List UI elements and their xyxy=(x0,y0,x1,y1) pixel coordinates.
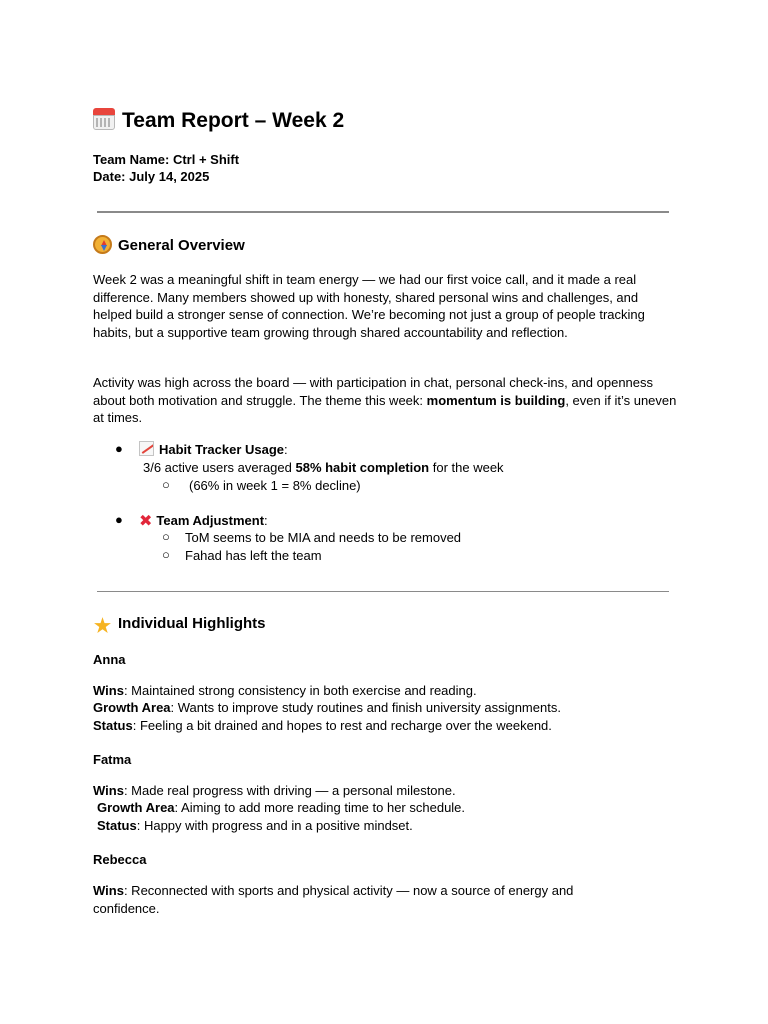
habit-tracker-comparison: (66% in week 1 = 8% decline) xyxy=(189,478,361,493)
overview-heading-text: General Overview xyxy=(118,237,245,254)
overview-paragraph-2: Activity was high across the board — with participation in chat, personal check-ins, and openness about both motivation and struggle. The theme this week: momentum is building, even if it’s uneven at times. xyxy=(93,375,677,425)
overview-paragraph-1: Week 2 was a meaningful shift in team energy — we had our first voice call, and it made a real difference. Many members showed up with honesty, shared personal wins and challenges, and helped build a stronger sense of connection. We’re becoming not just a group of people tracking habits, but a supportive team growing through shared accountability and reflection. xyxy=(93,272,645,340)
page-title xyxy=(93,107,344,135)
star-icon: ★ xyxy=(93,616,112,637)
member-wins: Wins: Maintained strong consistency in both exercise and reading. xyxy=(93,683,477,698)
member-name: Anna xyxy=(93,652,126,667)
member-name: Rebecca xyxy=(93,852,147,867)
sub-bullet-dot: ○ xyxy=(162,547,170,562)
member-growth-area: Growth Area: Wants to improve study routines and finish university assignments. xyxy=(93,700,561,715)
member-wins: Wins: Reconnected with sports and physical activity — now a source of energy and confidence. xyxy=(93,883,574,916)
theme-highlight: momentum is building xyxy=(426,392,566,408)
calendar-icon xyxy=(93,108,115,130)
team-name: Team Name: Ctrl + Shift xyxy=(93,152,240,167)
highlights-heading xyxy=(93,614,266,636)
report-meta xyxy=(93,151,239,185)
section-divider xyxy=(97,211,669,213)
compass-icon xyxy=(93,235,112,254)
habit-tracker-detail: 3/6 active users averaged 58% habit completion for the week xyxy=(143,460,504,475)
sub-bullet-dot: ○ xyxy=(162,529,170,544)
member-growth-area: Growth Area: Aiming to add more reading time to her schedule. xyxy=(97,800,466,815)
bullet-dot: ● xyxy=(115,512,123,527)
report-date: Date: July 14, 2025 xyxy=(93,169,210,184)
highlights-heading-text: Individual Highlights xyxy=(118,615,266,632)
overview-heading xyxy=(93,235,245,256)
bullet-dot: ● xyxy=(115,441,123,456)
cross-mark-icon: ✖ xyxy=(139,511,153,530)
sub-bullet-dot: ○ xyxy=(162,477,170,492)
team-adjustment-item: ToM seems to be MIA and needs to be removed xyxy=(185,530,462,545)
team-adjustment-bullet: ✖ Team Adjustment: xyxy=(139,511,268,530)
chart-increasing-icon xyxy=(139,441,154,456)
team-adjustment-item: Fahad has left the team xyxy=(185,548,322,563)
member-name: Fatma xyxy=(93,752,132,767)
member-status: Status: Happy with progress and in a positive mindset. xyxy=(97,818,413,833)
member-wins: Wins: Made real progress with driving — a personal milestone. xyxy=(93,783,456,798)
habit-tracker-bullet: Habit Tracker Usage: xyxy=(139,441,288,459)
section-divider xyxy=(97,591,669,592)
member-status: Status: Feeling a bit drained and hopes to rest and recharge over the weekend. xyxy=(93,718,552,733)
page-title-text: Team Report – Week 2 xyxy=(122,109,345,132)
